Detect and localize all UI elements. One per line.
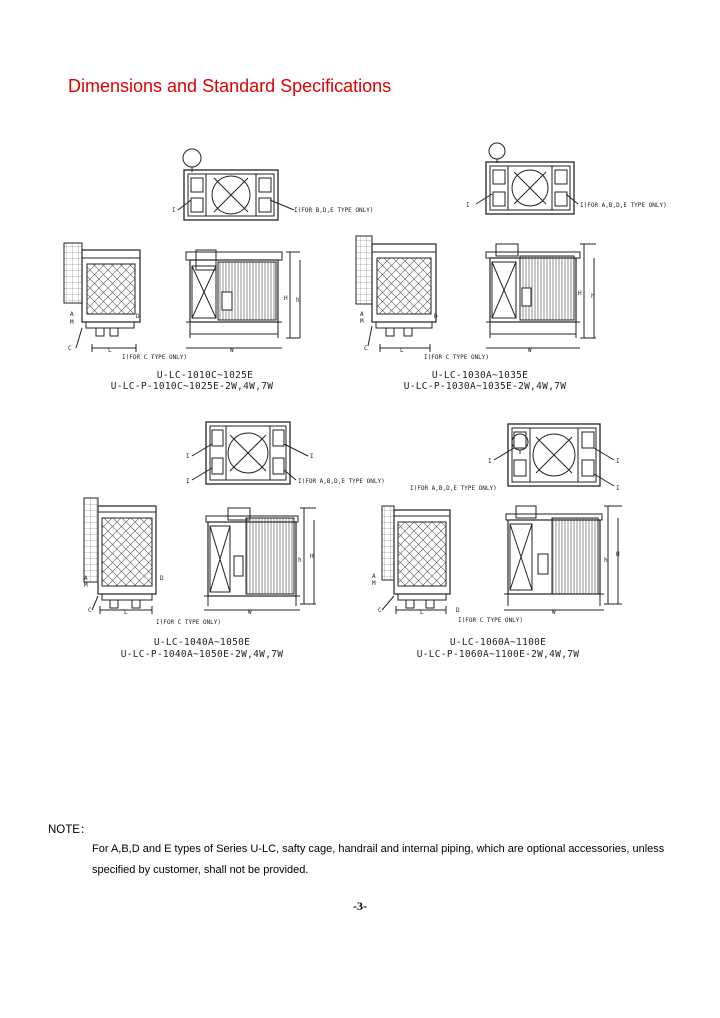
- callout-top-i: I: [466, 202, 470, 209]
- side-view: [356, 236, 436, 352]
- drawing-2: [356, 143, 596, 352]
- callout-l: L: [124, 609, 128, 616]
- callout-c: C: [68, 345, 72, 352]
- callout-i-c: I(FOR C TYPE ONLY): [122, 354, 188, 361]
- callout-small-h: h: [604, 557, 608, 564]
- model-caption: U-LC-P-1030A~1035E-2W,4W,7W: [403, 381, 567, 392]
- callout-m: M: [84, 582, 88, 589]
- callout-i-c: I(FOR C TYPE ONLY): [156, 619, 222, 626]
- callout-i-c: I(FOR C TYPE ONLY): [424, 354, 490, 361]
- callout-w: W: [528, 347, 532, 354]
- page-number: -3-: [353, 899, 367, 913]
- callout-top-i-2: I: [616, 485, 620, 492]
- callout-top-i-2: I: [186, 478, 190, 485]
- callout-small-h: h: [298, 557, 302, 564]
- callout-top-i-right: I: [310, 453, 314, 460]
- callout-top-i-type: I(FOR B,D,E TYPE ONLY): [294, 207, 374, 214]
- callout-top-i-type: I(FOR A,B,D,E TYPE ONLY): [298, 478, 385, 485]
- model-caption: U-LC-P-1040A~1050E-2W,4W,7W: [120, 649, 284, 660]
- top-view: [476, 143, 578, 214]
- top-view: [192, 422, 308, 484]
- callout-a: A: [84, 575, 88, 582]
- drawing-4: [382, 424, 622, 614]
- callout-d: D: [160, 575, 164, 582]
- model-caption: U-LC-P-1060A~1100E-2W,4W,7W: [416, 649, 580, 660]
- drawing-3: [84, 422, 316, 614]
- model-caption: U-LC-1010C~1025E: [156, 370, 254, 381]
- note-text: For A,B,D and E types of Series U-LC, safty cage, handrail and internal piping, which are optional accessories, unless specified by customer, shall not be provided.: [92, 843, 665, 876]
- callout-l: L: [108, 347, 112, 354]
- side-view: [64, 243, 140, 352]
- callout-small-h: h: [296, 297, 300, 304]
- top-view: [494, 424, 614, 486]
- callout-a: A: [372, 573, 376, 580]
- side-view: [84, 498, 156, 614]
- callout-big-h: H: [578, 290, 582, 297]
- callout-c: C: [364, 345, 368, 352]
- callout-top-i: I: [186, 453, 190, 460]
- callout-w: W: [552, 609, 556, 616]
- callout-d: D: [456, 607, 460, 614]
- callout-c: C: [88, 607, 92, 614]
- callout-l: L: [420, 609, 424, 616]
- callout-c: C: [378, 607, 382, 614]
- callout-m: M: [360, 318, 364, 325]
- front-view: [186, 250, 300, 348]
- drawing-1: [64, 149, 300, 352]
- callout-top-i-type: I(FOR A,B,D,E TYPE ONLY): [580, 202, 667, 209]
- callout-a: A: [360, 311, 364, 318]
- callout-top-i: I: [172, 207, 176, 214]
- model-caption: U-LC-P-1010C~1025E-2W,4W,7W: [110, 381, 274, 392]
- callout-top-i-right: I: [616, 458, 620, 465]
- callout-big-h: H: [616, 551, 620, 558]
- model-caption: U-LC-1040A~1050E: [153, 637, 251, 648]
- note-label: NOTE：: [48, 824, 92, 836]
- callout-d: D: [434, 313, 438, 320]
- side-view: [382, 506, 450, 614]
- model-caption: U-LC-1060A~1100E: [449, 637, 547, 648]
- callout-top-i-type: I(FOR A,B,D,E TYPE ONLY): [410, 485, 497, 492]
- model-caption: U-LC-1030A~1035E: [431, 370, 529, 381]
- callout-big-h: H: [284, 295, 288, 302]
- callout-d: D: [136, 313, 140, 320]
- callout-m: M: [70, 319, 74, 326]
- callout-big-h: H: [310, 553, 314, 560]
- callout-w: W: [248, 609, 252, 616]
- callout-m: M: [372, 580, 376, 587]
- top-view: [178, 149, 294, 220]
- callout-i-c: I(FOR C TYPE ONLY): [458, 617, 524, 624]
- page-title: Dimensions and Standard Specifications: [68, 76, 392, 96]
- callout-small-h: h: [591, 293, 595, 300]
- callout-a: A: [70, 311, 74, 318]
- callout-w: W: [230, 347, 234, 354]
- callout-l: L: [400, 347, 404, 354]
- callout-top-i: I: [488, 458, 492, 465]
